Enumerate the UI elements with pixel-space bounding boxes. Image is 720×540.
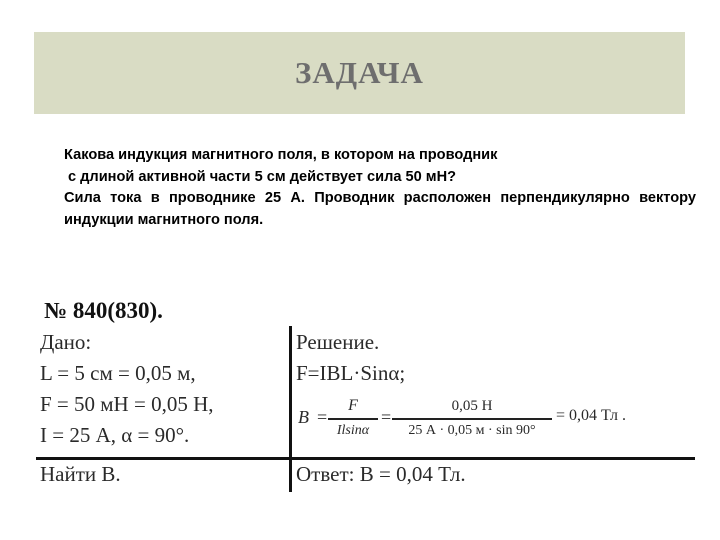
problem-line-2: с длиной активной части 5 см действует сила 50 мН? — [68, 168, 457, 185]
given-current: I = 25 А, α = 90°. — [40, 423, 190, 447]
given-header: Дано: — [40, 330, 92, 354]
horizontal-divider — [36, 457, 695, 460]
fraction-symbolic-numerator: F — [348, 397, 358, 414]
fraction-bar — [328, 418, 378, 420]
find-statement: Найти В. — [40, 462, 121, 486]
equals-sign-2: = — [381, 407, 392, 427]
fraction-bar — [392, 418, 552, 420]
equals-sign-1: = — [317, 407, 328, 427]
given-length: L = 5 см = 0,05 м, — [40, 361, 196, 385]
fraction-numeric — [392, 396, 552, 440]
induction-symbol: B — [298, 407, 309, 427]
problem-line-3: Сила тока в проводнике 25 А. Проводник расположен перпендикулярно вектору индукции магнитного поля. — [64, 190, 696, 228]
fraction-numeric-denominator: 25 А · 0,05 м · sin 90° — [408, 422, 536, 438]
vertical-divider — [289, 326, 292, 492]
calculation-result: = 0,04 Тл . — [556, 407, 626, 424]
problem-number: № 840(830). — [44, 298, 163, 323]
slide-title: ЗАДАЧА — [295, 55, 424, 90]
fraction-symbolic — [328, 396, 378, 440]
answer-statement: Ответ: В = 0,04 Тл. — [296, 462, 466, 486]
fraction-symbolic-denominator: Ilsinα — [336, 422, 370, 438]
title-banner — [34, 32, 685, 114]
problem-statement — [64, 145, 696, 231]
given-force: F = 50 мН = 0,05 Н, — [40, 392, 214, 416]
solution-formula: F=IBL·Sinα; — [296, 361, 406, 385]
fraction-numeric-numerator: 0,05 Н — [451, 398, 493, 414]
solution-header: Решение. — [296, 330, 380, 354]
problem-line-1: Какова индукция магнитного поля, в котором на проводник — [64, 147, 498, 163]
